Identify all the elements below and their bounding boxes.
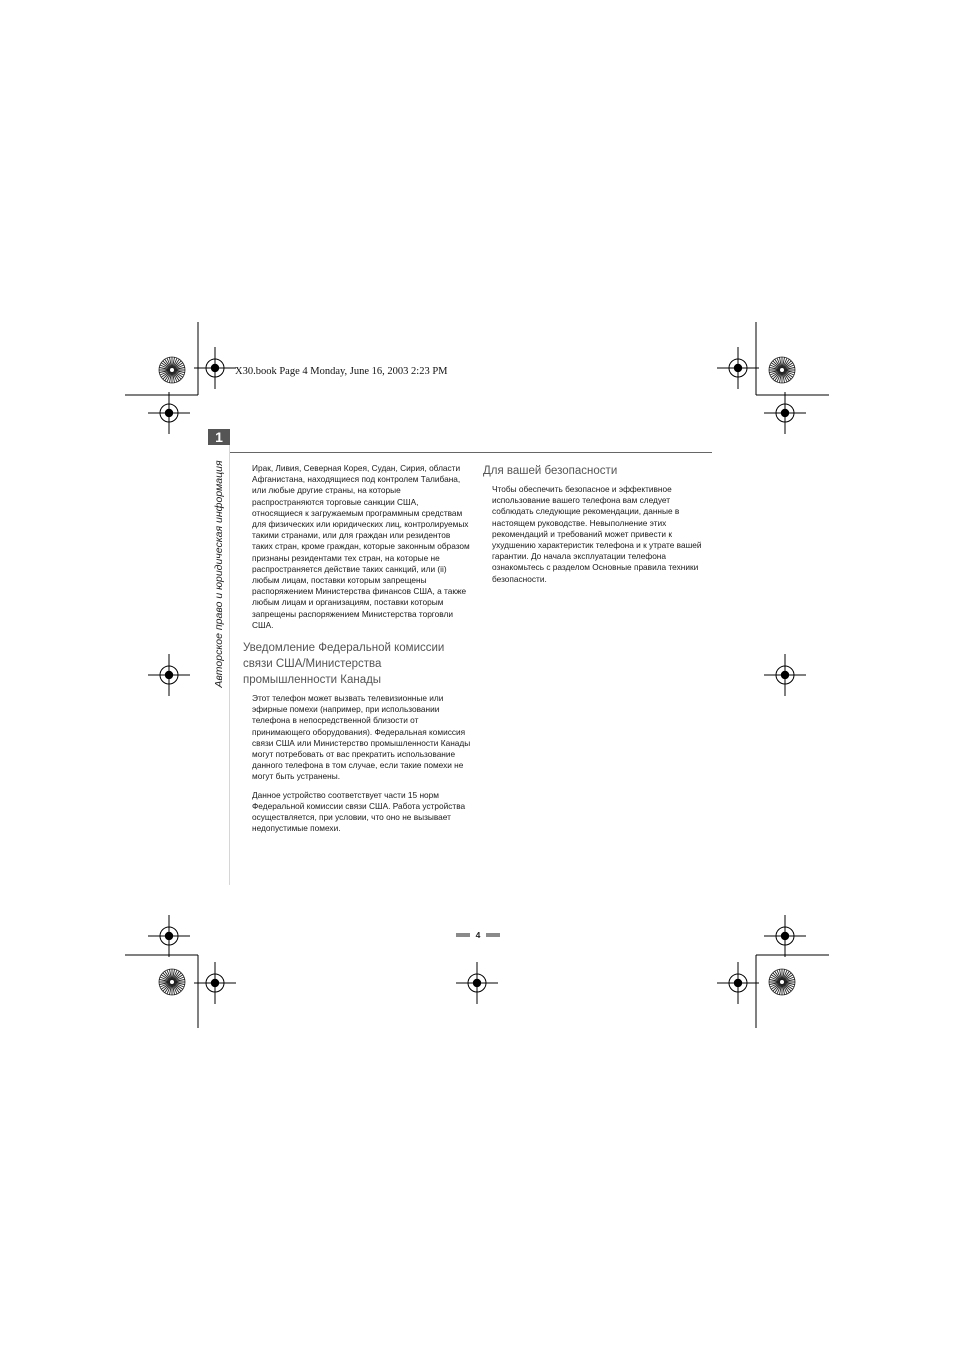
- footer-bar-left: [456, 933, 470, 937]
- chapter-title-text: Авторское право и юридическая информация: [213, 460, 225, 688]
- page-footer: [455, 929, 501, 941]
- footer-bar-right: [486, 933, 500, 937]
- intro-paragraph: Ирак, Ливия, Северная Корея, Судан, Сирия, области Афганистана, находящиеся под контролем Талибана, или любые другие страны, на которые распространяются торговые санкции США, относящиеся к загружаемым программным средствам для физических или юридических лиц, контролируемых такими странами, или для граждан или резидентов таких стран, кроме граждан, которые законным образом признаны резидентами тех стран, на которые не распространяется действие таких санкций, или (ii) любым лицам, поставки которым запрещены распоряжением Министерства финансов США, а также любым лицам и организациям, поставки которым запрещены распоряжением Министерства торговли США.: [252, 463, 470, 630]
- right-column: [483, 463, 711, 592]
- page-number: 4: [475, 930, 481, 940]
- safety-section-heading: Для вашей безопасности: [483, 465, 618, 477]
- header-rule: [230, 452, 712, 453]
- chapter-number-badge: 1: [208, 429, 230, 445]
- fcc-paragraph-1: Этот телефон может вызвать телевизионные или эфирные помехи (например, при использовании телефона в непосредственной близости от принимающего оборудования). Федеральная комиссия связи США или Министерство промышленности Канады могут потребовать от вас прекратить использование данного телефона в том случае, если такие помехи не могут быть устранены.: [252, 693, 471, 782]
- left-column: [243, 463, 471, 841]
- print-slug: X30.book Page 4 Monday, June 16, 2003 2:23 PM: [235, 366, 448, 377]
- fcc-paragraph-2: Данное устройство соответствует части 15 норм Федеральной комиссии связи США. Работа устройства осуществляется, при условии, что оно не вызывает недопустимые помехи.: [252, 789, 466, 834]
- fcc-section-heading: Уведомление Федеральной комиссии связи США/Министерства промышленности Канады: [243, 642, 445, 687]
- side-rule: [229, 445, 230, 885]
- safety-paragraph: Чтобы обеспечить безопасное и эффективное использование вашего телефона вам следует соблюдать следующие рекомендации, данные в настоящем руководстве. Невыполнение этих рекомендаций и требований может привести к ухудшению характеристик телефона и к утрате вашей гарантии. До начала эксплуатации телефона ознакомьтесь с разделом Основные правила техники безопасности.: [492, 484, 702, 584]
